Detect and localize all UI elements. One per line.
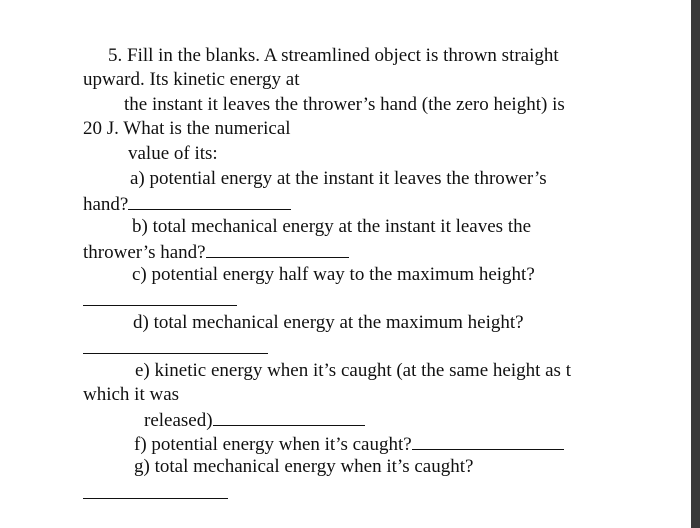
answer-blank-c[interactable] [83,305,237,306]
answer-blank-d[interactable] [83,353,268,354]
problem-line-2: upward. Its kinetic energy at [83,69,300,90]
answer-blank-f[interactable] [412,432,564,450]
question-e-line-1: e) kinetic energy when it’s caught (at the same height as t [135,360,571,381]
problem-line-4: 20 J. What is the numerical [83,118,291,139]
page-edge-border [691,0,700,528]
question-f: f) potential energy when it’s caught? [134,432,564,456]
question-a-line-2: hand? [83,192,291,216]
answer-blank-a[interactable] [128,192,291,210]
question-b-line-1: b) total mechanical energy at the instant it leaves the [132,216,532,237]
answer-blank-b[interactable] [206,240,349,258]
question-b-line-2: thrower’s hand? [83,240,349,264]
question-e-line-3: released) [144,408,365,432]
answer-blank-e[interactable] [213,408,365,426]
question-c: c) potential energy half way to the maximum height? [132,264,535,285]
problem-line-5: value of its: [128,143,218,164]
problem-number: 5. [108,45,123,66]
question-a-line-1: a) potential energy at the instant it leaves the thrower’s [130,168,547,189]
problem-line-1: 5. Fill in the blanks. A streamlined object is thrown straight [108,45,559,66]
answer-blank-g[interactable] [83,498,228,499]
question-g: g) total mechanical energy when it’s caught? [134,456,474,477]
problem-line-3: the instant it leaves the thrower’s hand (the zero height) is [124,94,565,115]
question-e-line-2: which it was [83,384,180,405]
question-d: d) total mechanical energy at the maximum height? [133,312,524,333]
